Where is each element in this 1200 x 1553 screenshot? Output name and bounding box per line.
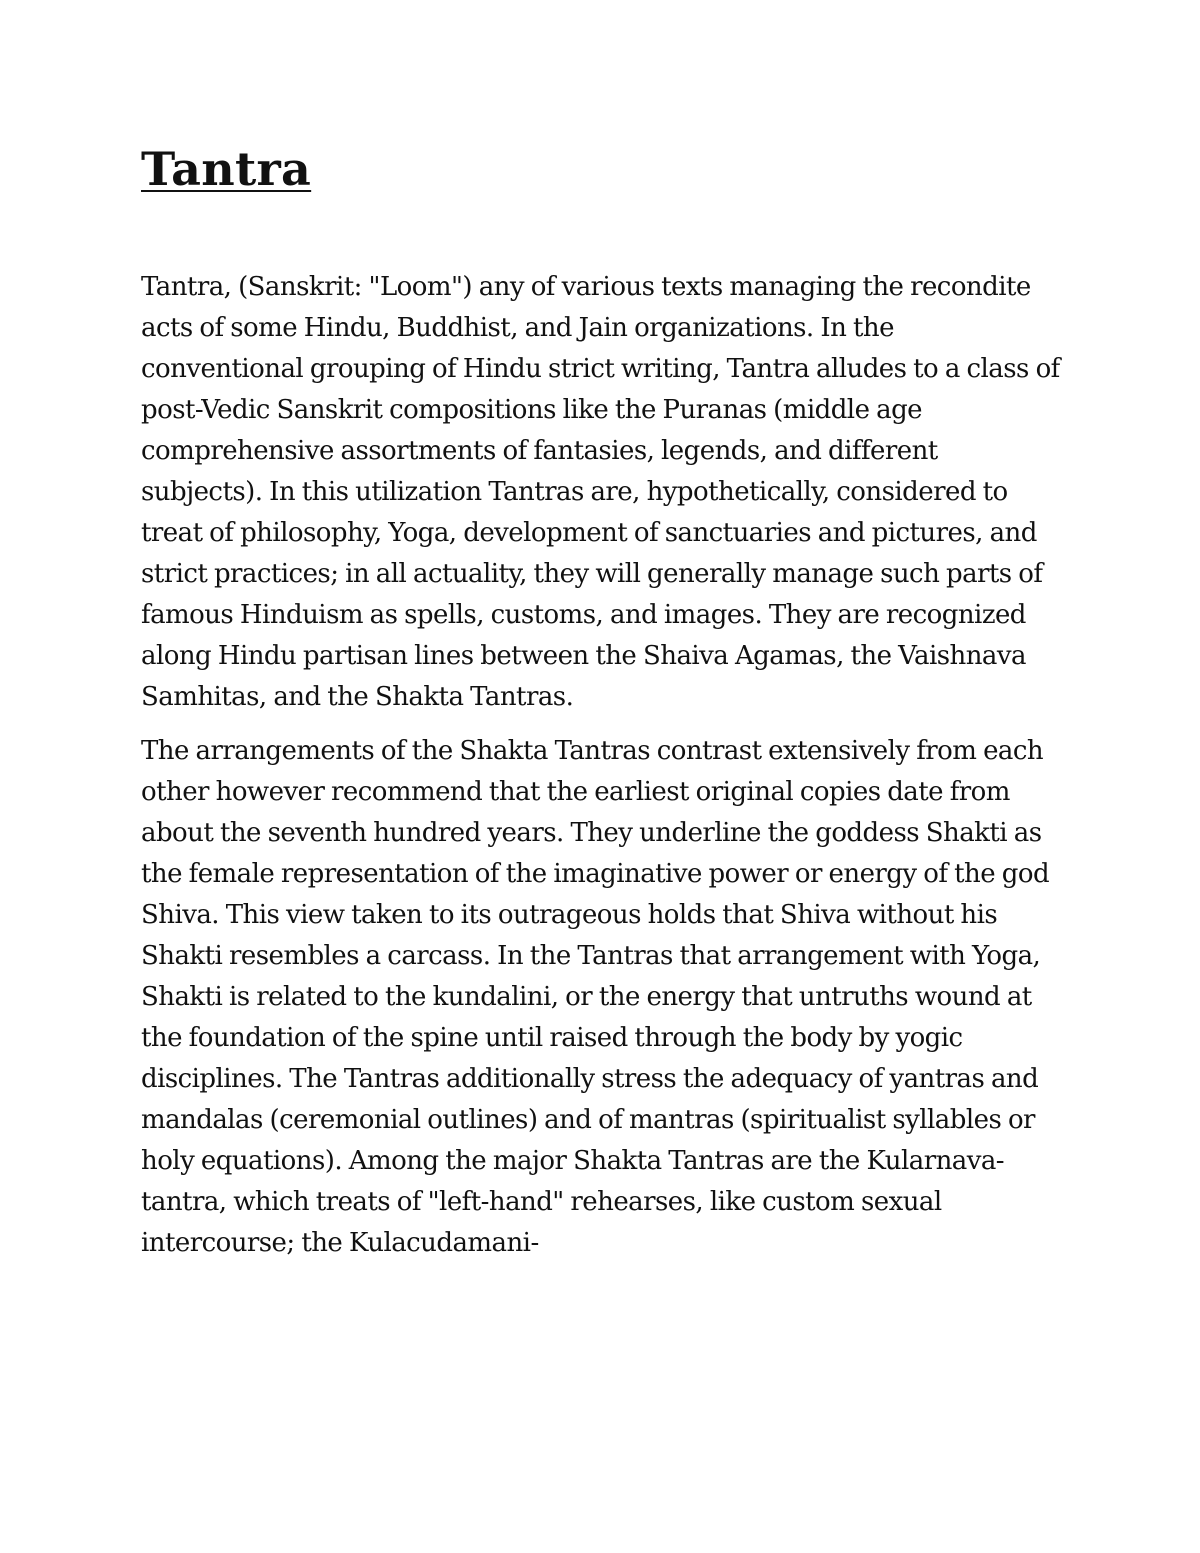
document-title: Tantra <box>141 142 312 196</box>
document-page <box>141 138 1061 1264</box>
paragraph-shakta-tantras: The arrangements of the Shakta Tantras contrast extensively from each other however recommend that the earliest original copies date from about the seventh hundred years. They underline the goddess Shakti as the female representation of the imaginative power or energy of the god Shiva. This view taken to its outrageous holds that Shiva without his Shakti resembles a carcass. In the Tantras that arrangement with Yoga, Shakti is related to the kundalini, or the energy that untruths wound at the foundation of the spine until raised through the body by yogic disciplines. The Tantras additionally stress the adequacy of yantras and mandalas (ceremonial outlines) and of mantras (spiritualist syllables or holy equations). Among the major Shakta Tantras are the Kularnava-tantra, which treats of "left-hand" rehearses, like custom sexual intercourse; the Kulacudamani- <box>141 736 1050 1258</box>
paragraph-intro: Tantra, (Sanskrit: "Loom") any of various texts managing the recondite acts of some Hindu, Buddhist, and Jain organizations. In the conventional grouping of Hindu strict writing, Tantra alludes to a class of post-Vedic Sanskrit compositions like the Puranas (middle age comprehensive assortments of fantasies, legends, and different subjects). In this utilization Tantras are, hypothetically, considered to treat of philosophy, Yoga, development of sanctuaries and pictures, and strict practices; in all actuality, they will generally manage such parts of famous Hinduism as spells, customs, and images. They are recognized along Hindu partisan lines between the Shaiva Agamas, the Vaishnava Samhitas, and the Shakta Tantras. <box>141 272 1060 712</box>
